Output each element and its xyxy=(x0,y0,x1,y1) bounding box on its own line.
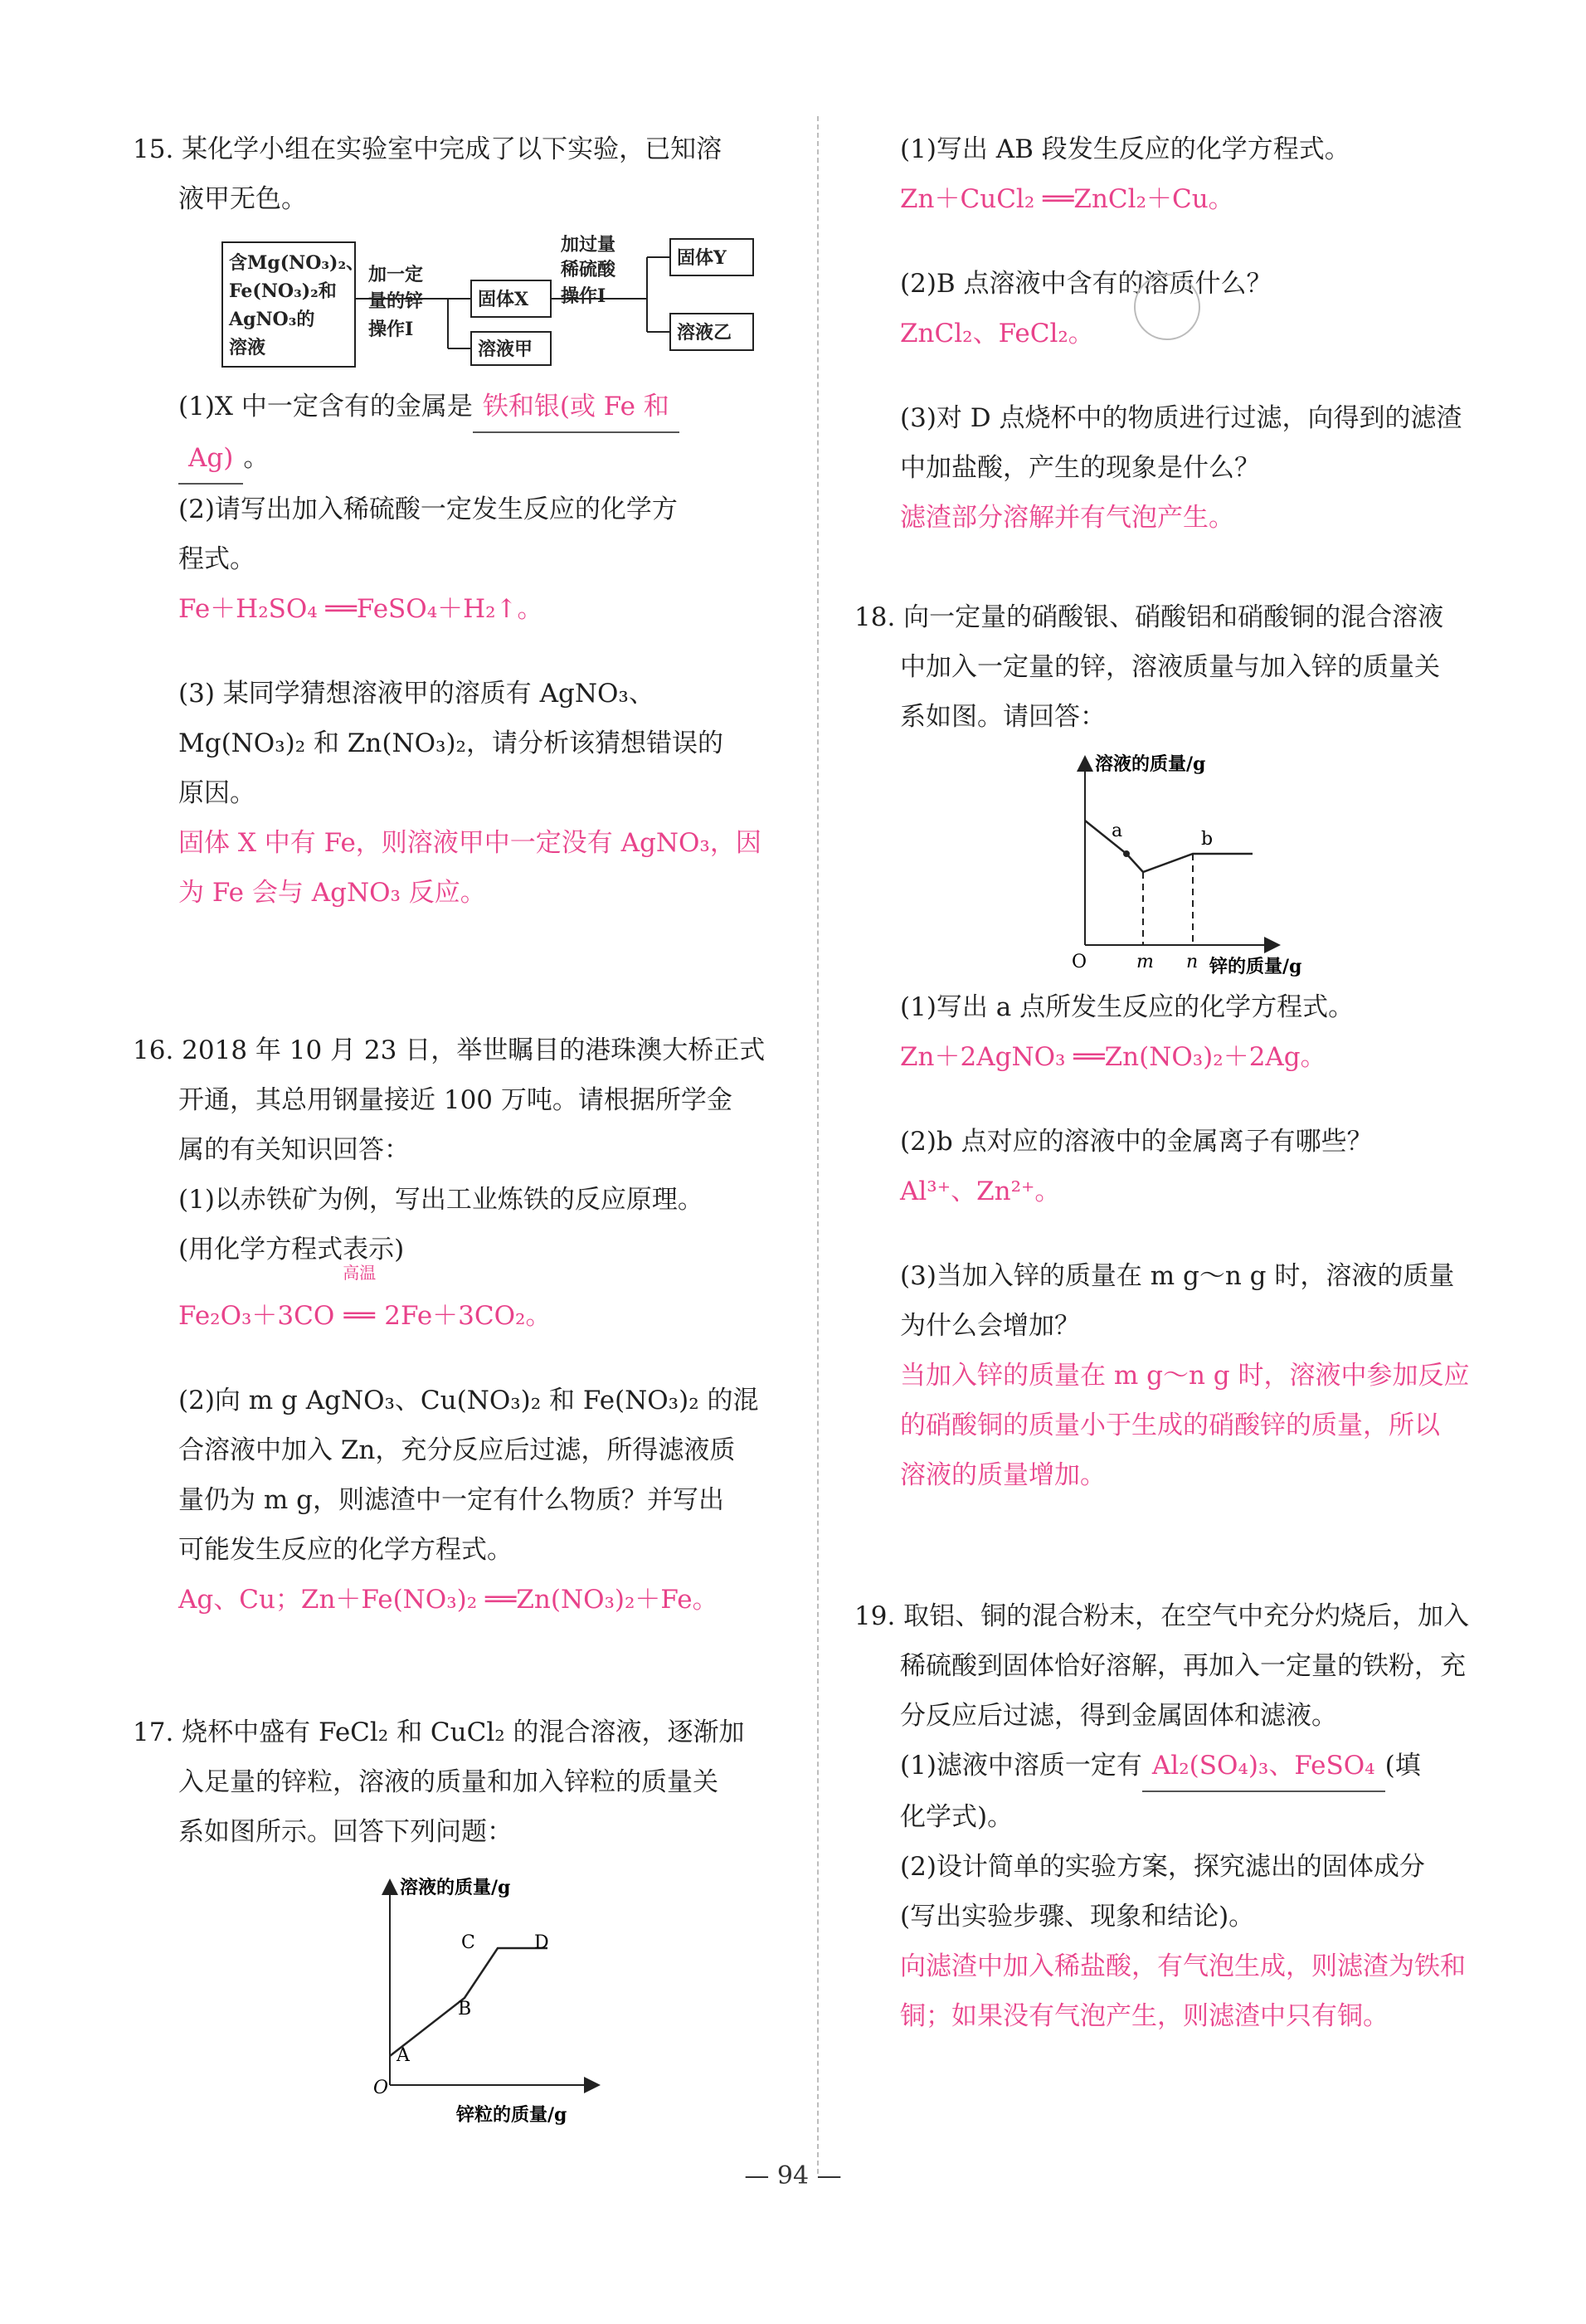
q19-p1: (1)滤液中溶质一定有 Al₂(SO₄)₃、FeSO₄ (填 化学式)。 xyxy=(854,1741,1510,1842)
q18-stem: 18. 向一定量的硝酸银、硝酸铝和硝酸铜的混合溶液 中加入一定量的锌，溶液质量与加入锌的质量关 系如图。请回答： xyxy=(854,602,1444,732)
flow-start-l2: Fe(NO₃)₂和 xyxy=(229,280,337,302)
q17-p1: (1)写出 AB 段发生反应的化学方程式。 xyxy=(900,134,1350,164)
q18-tick-m: m xyxy=(1136,952,1154,972)
q17-ylabel: 溶液的质量/g xyxy=(400,1877,511,1898)
q15-p3-answer: 固体 X 中有 Fe，则溶液甲中一定没有 AgNO₃，因 为 Fe 会与 AgNO₃ 反应。 xyxy=(178,828,761,908)
flow-op1-l1: 加一定 xyxy=(368,264,424,285)
stamp-mark xyxy=(1134,274,1200,340)
flow-op1-l2: 量的锌 xyxy=(368,290,424,312)
flow-solid-x: 固体X xyxy=(478,289,529,310)
q18-tick-n: n xyxy=(1186,952,1199,972)
q17-p1-answer: Zn＋CuCl₂ ══ZnCl₂＋Cu。 xyxy=(900,184,1234,214)
q18-p1-answer: Zn＋2AgNO₃ ══Zn(NO₃)₂＋2Ag。 xyxy=(900,1042,1326,1072)
q18-p2-answer: Al³⁺、Zn²⁺。 xyxy=(900,1177,1061,1206)
q16-p1-answer: Fe₂O₃＋3CO 高温 ══ 2Fe＋3CO₂。 xyxy=(178,1263,552,1331)
q17-origin: O xyxy=(373,2078,389,2098)
q18-point-b: b xyxy=(1201,829,1214,850)
flow-op2-l2: 稀硫酸 xyxy=(561,259,616,280)
q17-p3-answer: 滤渣部分溶解并有气泡产生。 xyxy=(900,503,1234,533)
flow-op1-l3: 操作Ⅰ xyxy=(368,319,414,340)
q18-graph xyxy=(854,742,1510,982)
q19-p2: (2)设计简单的实验方案，探究滤出的固体成分 (写出实验步骤、现象和结论)。 xyxy=(900,1852,1425,1932)
flow-start-l3: AgNO₃的 xyxy=(229,309,315,330)
q18-origin: O xyxy=(1072,952,1087,972)
right-column xyxy=(854,124,1510,2041)
flow-sol-a: 溶液甲 xyxy=(478,339,533,360)
flow-start-l1: 含Mg(NO₃)₂、 xyxy=(229,252,365,274)
q18-p3: (3)当加入锌的质量在 m g～n g 时，溶液的质量 为什么会增加？ xyxy=(900,1261,1455,1341)
q19-p2-answer: 向滤渣中加入稀盐酸，有气泡生成，则滤渣为铁和 铜；如果没有气泡产生，则滤渣中只有铜。 xyxy=(900,1951,1466,2031)
left-column xyxy=(133,124,796,2131)
q16-stem: 16. 2018 年 10 月 23 日，举世瞩目的港珠澳大桥正式 开通，其总用钢量接近 100 万吨。请根据所学金 属的有关知识回答： xyxy=(133,1035,766,1165)
q17-p2: (2)B 点溶液中含有的溶质什么？ xyxy=(900,269,1272,299)
q17-point-b: B xyxy=(458,1999,472,2019)
q18-point-a: a xyxy=(1112,821,1123,841)
q15-p2: (2)请写出加入稀硫酸一定发生反应的化学方 程式。 xyxy=(178,495,678,574)
q18-curve xyxy=(1085,821,1253,872)
flow-op2-l1: 加过量 xyxy=(561,234,616,256)
flow-solid-y: 固体Y xyxy=(677,247,727,269)
q17-p2-answer: ZnCl₂、FeCl₂。 xyxy=(900,319,1094,348)
q16-p2-answer: Ag、Cu；Zn＋Fe(NO₃)₂ ══Zn(NO₃)₂＋Fe。 xyxy=(178,1585,718,1615)
q18-xlabel: 锌的质量/g xyxy=(1209,956,1302,977)
flow-sol-b: 溶液乙 xyxy=(677,322,732,343)
q17-graph xyxy=(133,1865,796,2131)
q16-p2: (2)向 m g AgNO₃、Cu(NO₃)₂ 和 Fe(NO₃)₂ 的混 合溶液中加入 Zn，充分反应后过滤，所得滤液质 量仍为 m g，则滤渣中一定有什么物质？并写出 可能发生反应的化学方程式。 xyxy=(178,1386,759,1565)
q16-condition: 高温 xyxy=(343,1263,377,1283)
q18-point-a-dot xyxy=(1123,850,1130,857)
flow-start-l4: 溶液 xyxy=(229,337,266,358)
q16-p1: (1)以赤铁矿为例，写出工业炼铁的反应原理。 (用化学方程式表示) xyxy=(178,1185,703,1264)
q18-p2: (2)b 点对应的溶液中的金属离子有哪些？ xyxy=(900,1127,1373,1157)
q19-p1-answer: Al₂(SO₄)₃、FeSO₄ xyxy=(1142,1741,1385,1792)
q18-ylabel: 溶液的质量/g xyxy=(1095,753,1206,775)
q17-stem: 17. 烧杯中盛有 FeCl₂ 和 CuCl₂ 的混合溶液，逐渐加 入足量的锌粒，溶液的质量和加入锌粒的质量关 系如图所示。回答下列问题： xyxy=(133,1717,745,1847)
flow-op2-l3: 操作Ⅰ xyxy=(561,285,606,307)
q15-flowchart xyxy=(133,232,796,373)
q17-point-a: A xyxy=(396,2045,410,2066)
q15-p1-answer-a: 铁和银(或 Fe 和 xyxy=(473,382,679,433)
q15-p1-answer-b: Ag) xyxy=(178,433,243,485)
q15-p3: (3) 某同学猜想溶液甲的溶质有 AgNO₃、 Mg(NO₃)₂ 和 Zn(NO₃)₂，请分析该猜想错误的 原因。 xyxy=(178,679,723,808)
page-number: — 94 — xyxy=(744,2161,842,2190)
q15-p1: (1)X 中一定含有的金属是 铁和银(或 Fe 和 Ag) 。 xyxy=(133,382,796,485)
q18-p3-answer: 当加入锌的质量在 m g～n g 时，溶液中参加反应 的硝酸铜的质量小于生成的硝酸锌的质量，所以 溶液的质量增加。 xyxy=(900,1361,1470,1490)
column-divider xyxy=(817,116,819,2174)
q17-point-d: D xyxy=(534,1932,549,1953)
q15-p2-answer: Fe＋H₂SO₄ ══FeSO₄＋H₂↑。 xyxy=(178,594,543,624)
q15-stem: 15. 某化学小组在实验室中完成了以下实验，已知溶 液甲无色。 xyxy=(133,134,722,214)
q17-point-c: C xyxy=(461,1932,475,1953)
q17-xlabel: 锌粒的质量/g xyxy=(456,2104,567,2126)
q18-p1: (1)写出 a 点所发生反应的化学方程式。 xyxy=(900,992,1355,1022)
q17-p3: (3)对 D 点烧杯中的物质进行过滤，向得到的滤渣 中加盐酸，产生的现象是什么？ xyxy=(900,403,1462,483)
q19-stem: 19. 取铝、铜的混合粉末，在空气中充分灼烧后，加入 稀硫酸到固体恰好溶解，再加入一定量的铁粉，充 分反应后过滤，得到金属固体和滤液。 xyxy=(854,1601,1470,1731)
